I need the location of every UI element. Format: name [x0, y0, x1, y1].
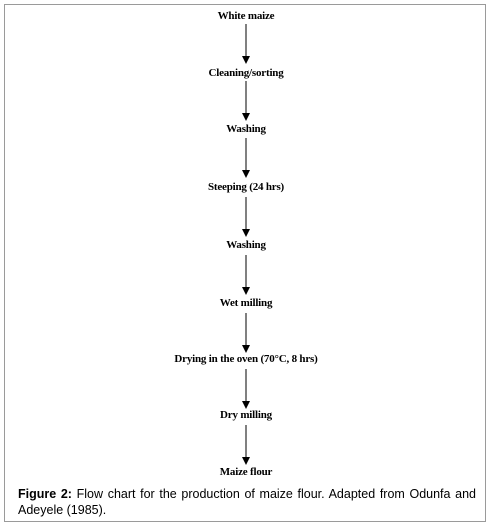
arrow-8 [0, 425, 492, 465]
step-maize-flour: Maize flour [219, 466, 273, 478]
arrow-7 [0, 369, 492, 409]
step-washing-1: Washing [226, 123, 266, 135]
arrow-2 [0, 81, 492, 121]
step-steeping: Steeping (24 hrs) [207, 181, 285, 193]
step-white-maize: White maize [217, 10, 275, 22]
arrow-1 [0, 24, 492, 64]
caption-text: Flow chart for the production of maize flour. Adapted from Odunfa and Adeyele (1985). [18, 487, 476, 517]
caption-label: Figure 2: [18, 487, 72, 501]
arrow-3 [0, 138, 492, 178]
step-wet-milling: Wet milling [219, 297, 273, 309]
arrow-5 [0, 255, 492, 295]
arrow-4 [0, 197, 492, 237]
step-cleaning-sorting: Cleaning/sorting [208, 67, 284, 79]
step-washing-2: Washing [226, 239, 266, 251]
step-dry-milling: Dry milling [220, 409, 272, 421]
arrow-6 [0, 313, 492, 353]
step-drying-oven: Drying in the oven (70°C, 8 hrs) [174, 353, 318, 365]
figure-caption [18, 486, 476, 518]
